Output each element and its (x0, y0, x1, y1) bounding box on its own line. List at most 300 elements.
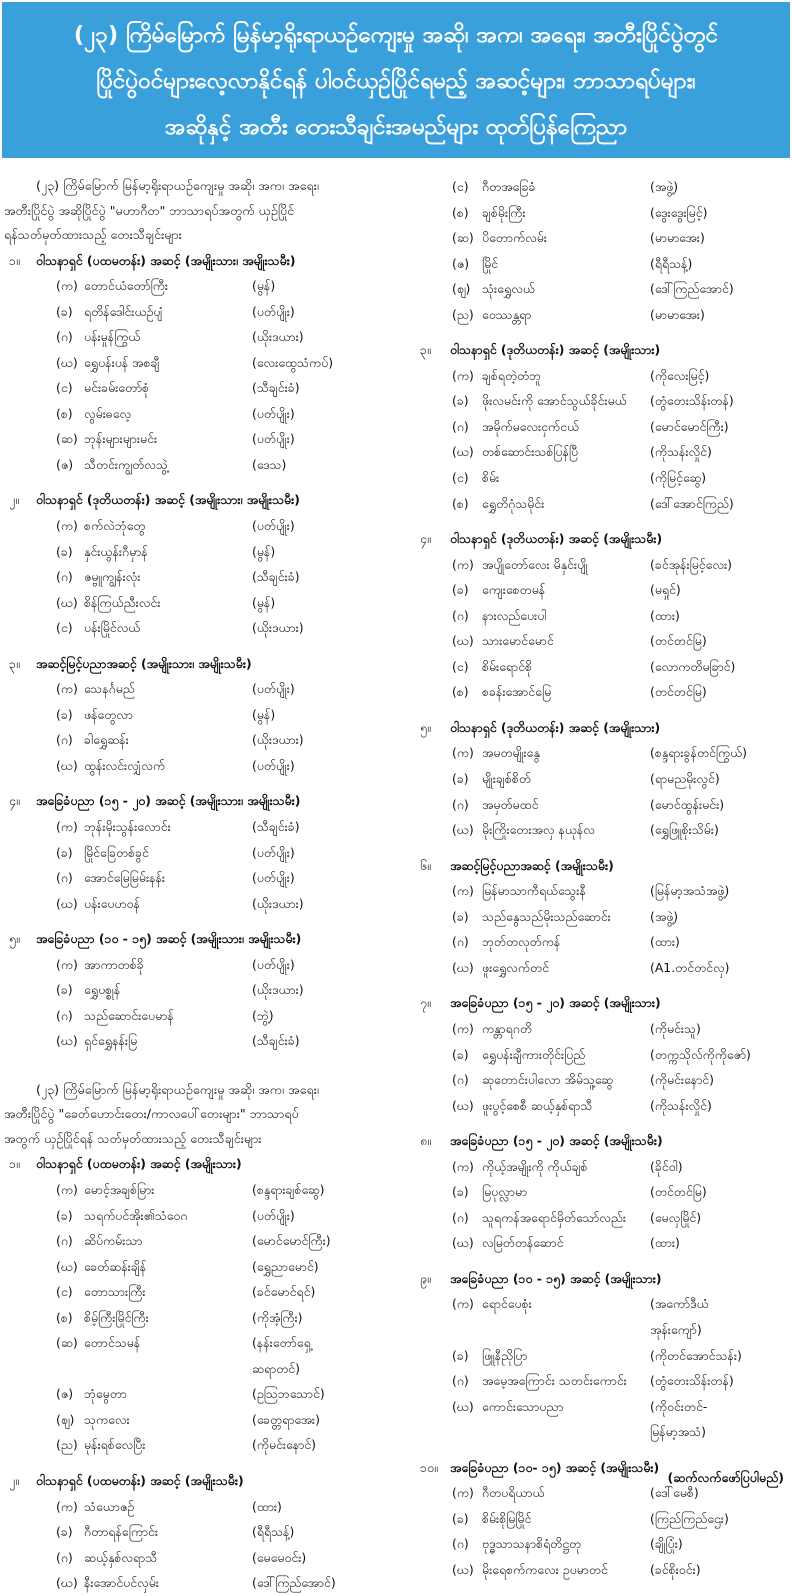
song-title: စိမ်းရောင်စို (482, 658, 532, 674)
song-marker: (ဂ) (56, 329, 73, 345)
song-title: ကောင်းသောပညာ (482, 1398, 564, 1414)
section-title: အခြေခံပညာ (၁၀- ၁၅) အဆင့် (အမျိုးသမီး) (450, 1459, 660, 1475)
song-row (412, 552, 790, 578)
song-marker: (ဂ) (56, 1007, 73, 1023)
song-title: တောင်သမန် (84, 1335, 141, 1351)
section-number: ၅။ (420, 719, 431, 735)
song-title: ကျေးစေတမန် (482, 582, 546, 598)
song-marker: (ခ) (56, 844, 73, 860)
song-row (412, 878, 790, 904)
song-marker: (က) (452, 367, 474, 383)
song-artist: (ဒေါ်အောင်ကြည်) (650, 495, 734, 511)
song-marker: (စ) (56, 1309, 73, 1325)
song-marker: (ဆ) (56, 1335, 78, 1351)
song-row (412, 363, 790, 389)
song-title: ရတိန်ဒေါင်းယဉ်ပျံ (84, 303, 163, 319)
song-row (412, 679, 790, 705)
song-artist: (အဖွဲ့) (650, 908, 679, 924)
section-number: ၄။ (420, 531, 431, 547)
song-marker: (ခ) (452, 908, 469, 924)
intro-line: အတွက် ယှဉ်ပြိုင်ရန် သတ်မှတ်ထားသည့် တေးသီချင်းများ (4, 1130, 262, 1146)
right-column (412, 174, 790, 1582)
song-row (412, 929, 790, 955)
song-artist: (ထား) (650, 1235, 680, 1251)
section-spacer (4, 778, 409, 788)
song-artist: (လေးထွေသံကပ်) (252, 354, 334, 370)
intro-line: (၂၃) ကြိမ်မြောက် မြန်မာ့ရိုးရာယဉ်ကျေးမှု အဆို၊ အက၊ အရေး၊ (36, 1081, 319, 1097)
song-marker: (င) (452, 179, 469, 194)
song-marker: (ဃ) (56, 895, 78, 911)
song-title: ချစ်မိုးကြီး (482, 204, 526, 220)
song-artist: (ထား) (650, 607, 680, 623)
song-row (412, 1506, 790, 1532)
song-row (412, 1230, 790, 1256)
song-artist: (ယိုးဒယား) (252, 895, 304, 911)
song-artist: (ကိုသန်းလှိုင်) (650, 1097, 712, 1113)
song-row (412, 1343, 790, 1369)
song-marker: (ဆ) (452, 230, 474, 246)
song-marker: (ဂ) (452, 934, 469, 950)
song-artist: (မောင်မောင်ကြီး) (650, 418, 729, 434)
song-artist: (ဒေါ်မေစီ) (650, 1485, 699, 1501)
song-title: အမိုက်မလေးငှက်ငယ် (482, 418, 580, 434)
song-marker: (စ) (452, 684, 469, 700)
song-artist: (မွန်) (252, 278, 276, 294)
section-heading (412, 990, 790, 1016)
song-marker: (ဃ) (56, 1033, 78, 1049)
song-row (412, 414, 790, 440)
song-title: ဝေဿန္တရာ (482, 306, 532, 322)
song-artist: (ကိုမင်းသူ) (650, 1020, 701, 1036)
song-row (4, 1381, 409, 1407)
song-marker: (ဂ) (56, 870, 73, 886)
song-marker: (င) (452, 658, 469, 674)
song-artist: (ယိုးဒယား) (252, 982, 304, 998)
section-title: ဝါသနာရှင် (ပထမတန်း) အဆင့် (အမျိုးသမီး) (36, 1472, 244, 1488)
song-title: သုကလေး (84, 1411, 130, 1427)
song-artist: (မောင်ထွန်းမင်း) (650, 796, 725, 812)
song-marker: (ခ) (452, 582, 469, 598)
song-title: ပန်းပေဟဝန် (84, 895, 140, 911)
song-artist: (ပတ်ပျိုး) (252, 757, 295, 773)
song-row (4, 590, 409, 616)
song-row (412, 1291, 790, 1317)
song-title: ချစ်ရတဲ့တံဘူ (482, 367, 542, 383)
song-marker: (ဂ) (56, 1549, 73, 1565)
song-artist: (ပတ်ပျိုး) (252, 405, 295, 421)
song-row (412, 200, 790, 226)
song-marker: (ည) (56, 1437, 78, 1453)
song-row (412, 654, 790, 680)
song-artist: (မေလှမြိုင်) (650, 1209, 702, 1225)
section-title: ဝါသနာရှင် (ပထမတန်း) အဆင့် (အမျိုးသား၊ အမျိုးသမီး) (36, 252, 296, 268)
song-title: နှင်းယွန်းဂီမှာန် (84, 543, 148, 559)
song-marker: (ဂ) (452, 1536, 469, 1552)
song-row (412, 1557, 790, 1583)
song-marker: (က) (452, 556, 474, 572)
song-row (4, 539, 409, 565)
section-heading (4, 487, 409, 513)
song-row (412, 276, 790, 302)
song-marker: (င) (452, 470, 469, 486)
song-artist: (ကြည်ကြည်ဌေး) (650, 1510, 729, 1526)
section-heading (412, 1266, 790, 1292)
song-artist: (ကိုတင်အောင်သန်း) (650, 1347, 742, 1363)
song-marker: (ဂ) (452, 1072, 469, 1088)
song-row (4, 1519, 409, 1545)
section-number: ၈။ (420, 1133, 431, 1149)
song-title: သည်ဆောင်းပေမာန် (84, 1007, 174, 1023)
song-artist: (အဖွဲ့) (650, 179, 679, 194)
song-marker: (ဂ) (452, 796, 469, 812)
song-artist: (သီချင်းခံ) (252, 1033, 300, 1049)
song-marker: (ဃ) (452, 959, 474, 975)
section-title: အခြေခံပညာ (၁၀ - ၁၅) အဆင့် (အမျိုးသား) (450, 1270, 662, 1286)
song-marker: (ဃ) (452, 444, 474, 460)
song-artist: (မရှုင်) (650, 582, 681, 598)
song-row (412, 225, 790, 251)
section-spacer (4, 641, 409, 651)
song-title: ထွန်းလင်းလျှံလက် (84, 757, 165, 773)
song-row (4, 299, 409, 325)
song-artist: (စန္ဒရားခွန်တင်ကြွယ်) (650, 745, 747, 761)
song-marker: (ဂ) (56, 732, 73, 748)
song-marker: (ခ) (452, 393, 469, 409)
song-row (4, 1279, 409, 1305)
song-title: ခေတ်ဆန်းချိန် (84, 1258, 147, 1274)
section-title: ဝါသနာရှင် (ဒုတိယတန်း) အဆင့် (အမျိုးသား၊ အမျိုးသမီး) (36, 492, 300, 508)
song-row (412, 955, 790, 981)
song-marker: (ခ) (452, 1510, 469, 1526)
left-column (4, 174, 409, 1596)
section-number: ၃။ (9, 655, 20, 671)
section-heading (4, 651, 409, 677)
song-title: မြန်မာသာကီရယ်သွေးနီ (482, 883, 586, 899)
song-marker: (က) (452, 883, 474, 899)
song-row (412, 628, 790, 654)
intro-line: ရန်သတ်မှတ်ထားသည့် တေးသီချင်းများ (4, 227, 182, 242)
song-artist: (ကိုမင်းနောင်) (252, 1437, 316, 1453)
song-artist: (ရီရီသန့်) (252, 1524, 295, 1540)
song-title: အမေ့အကြောင်း သတင်းကောင်း (482, 1373, 627, 1389)
song-row (4, 1254, 409, 1280)
song-artist: (ချိုပြုံး) (650, 1536, 683, 1552)
section-number: ၃။ (420, 342, 431, 358)
song-artist: (သီချင်းခံ) (252, 569, 300, 585)
song-row (4, 1228, 409, 1254)
song-row (412, 439, 790, 465)
song-row (412, 1531, 790, 1557)
section-spacer (412, 705, 790, 715)
headline-line: (၂၃) ကြိမ်မြောက် မြန်မာ့ရိုးရာယဉ်ကျေးမှု အဆို၊ အက၊ အရေး၊ အတီးပြိုင်ပွဲတွင် (73, 22, 719, 48)
song-row (4, 1494, 409, 1520)
song-marker: (ခ) (452, 1184, 469, 1200)
song-row (4, 1330, 409, 1356)
section-spacer (4, 477, 409, 487)
section-title: အခြေခံပညာ (၁၀ - ၁၅) အဆင့် (အမျိုးသား၊ အမျိုးသမီး) (36, 931, 302, 947)
song-artist: (ခင်စိုးဝင်း) (650, 1561, 701, 1577)
song-title: ဘုန်းမိုးသွန်းလောင်း (84, 818, 171, 834)
continued-note: (ဆက်လက်ဖော်ပြပါမည်) (667, 1470, 784, 1485)
song-title: သူရကန်အရောင်မှိတ်သော်လည်း (482, 1209, 627, 1225)
song-marker: (ဇ) (56, 456, 74, 472)
song-title: ဖန်တွေလာ (84, 706, 133, 722)
song-artist: (တက္ကသိုလ်ကိုကိုဇော်) (650, 1046, 751, 1062)
song-marker: (ဂ) (56, 569, 73, 585)
song-artist: (တင်တင်မြ) (650, 1184, 707, 1200)
song-marker: (ဆ) (56, 431, 78, 447)
song-title: ဖူးရွှေလက်တင် (482, 959, 549, 975)
song-marker: (က) (56, 278, 78, 294)
section-title: ဝါသနာရှင် (ပထမတန်း) အဆင့် (အမျိုးသား) (36, 1156, 242, 1172)
song-artist: (ပတ်ပျိုး) (252, 844, 295, 860)
song-artist: (မွန်) (252, 543, 276, 559)
song-marker: (ဂ) (452, 1373, 469, 1389)
section-title: ဝါသနာရှင် (ဒုတိယတန်း) အဆင့် (အမျိုးသား) (450, 719, 661, 735)
section-title: အခြေခံပညာ (၁၅ - ၂၀) အဆင့် (အမျိုးသမီး) (450, 1133, 663, 1149)
song-marker: (စ) (452, 495, 469, 511)
song-marker: (က) (452, 1485, 474, 1501)
section-heading (412, 526, 790, 552)
song-title: သည်နွေသည်မိုးသည်ဆောင်း (482, 908, 611, 924)
song-title: ဖူးပွင့်စေစီ ဆယ့်နှစ်ရာသီ (482, 1097, 593, 1113)
song-row (412, 766, 790, 792)
song-row (4, 865, 409, 891)
song-title: တစ်ဆောင်းသစ်ပြန်ပြီ (482, 444, 579, 460)
headline-line: အဆိုနှင့် အတီး တေးသီချင်းအမည်များ ထုတ်ပြန်ကြေညာ (164, 114, 628, 140)
song-row (4, 1432, 409, 1458)
song-title: ရောင်ပေစုံး (482, 1296, 532, 1312)
song-artist: (ခင်အုန်းမြင့်လေး) (650, 556, 732, 572)
song-artist: (မွန်) (252, 594, 276, 610)
song-marker: (င) (56, 380, 73, 396)
song-artist: (မာမာအေး) (650, 306, 705, 322)
song-row (4, 676, 409, 702)
song-title: ဆုတောင်းပါလော အိမ်သူ့ဆွေ (482, 1072, 614, 1088)
song-marker: (ဇ) (452, 255, 470, 271)
song-row (4, 401, 409, 427)
song-artist: (ရွှေညာမောင်) (252, 1258, 319, 1274)
song-artist: (တင်တင်မြ) (650, 633, 707, 649)
song-artist: (ဒေါ်ကြည်အောင်) (650, 281, 734, 297)
intro-spacer (4, 1054, 409, 1078)
song-title: ဖြူနီညိုပြာ (482, 1347, 528, 1363)
song-marker: (က) (452, 1020, 474, 1036)
song-row (412, 1394, 790, 1420)
song-row (4, 452, 409, 478)
song-title: စိန်ကြယ်ညီးလင်း (84, 594, 161, 610)
song-marker: (ည) (452, 306, 474, 322)
song-title: စိမ်းစိုမြမြိုင် (482, 1510, 532, 1526)
song-artist: (ကိုသန်းလှိုင်) (650, 444, 712, 460)
song-title: လွမ်းဓလေ့ (84, 405, 132, 421)
song-title: ပန်းမှုန်ကြွယ် (84, 329, 141, 345)
song-title: မြိုင် (482, 255, 499, 271)
song-title: သံယောဇဉ် (84, 1498, 135, 1514)
song-title: အပျိုတော်လေး မိနှင်းပျို (482, 556, 588, 572)
song-artist: (ယိုးဒယား) (252, 329, 304, 345)
song-row (412, 1016, 790, 1042)
section-title: အခြေခံပညာ (၁၅ - ၂၀) အဆင့် (အမျိုးသား၊ အမျိုးသမီး) (36, 793, 301, 809)
song-row (4, 1407, 409, 1433)
song-title: မင်းခမ်းတော်စုံ (84, 380, 150, 396)
song-artist: (တွံတေးသိန်းတန်) (650, 393, 734, 409)
song-artist: (ခင်မောင်ရင်) (252, 1284, 316, 1300)
song-title: သရက်ပင်အိုး၏သံဝေဂ (84, 1207, 188, 1223)
song-artist: (ဘွဲ့) (252, 1007, 274, 1023)
song-artist: (ဥဩဘသောင်) (252, 1386, 325, 1402)
section-number: ၇။ (420, 995, 431, 1011)
song-artist: (ပတ်ပျိုး) (252, 956, 295, 972)
song-row (412, 302, 790, 328)
song-title: မုန်းရစ်လေပြီး (84, 1437, 146, 1453)
song-artist: (ဒွေးဒွေးမြင့်) (650, 204, 708, 220)
song-marker: (ဃ) (56, 757, 78, 773)
section-title: အခြေခံပညာ (၁၅ - ၂၀) အဆင့် (အမျိုးသား) (450, 995, 661, 1011)
song-artist: (ပတ်ပျိုး) (252, 870, 295, 886)
song-title: ကန္တာရဂတိ (482, 1020, 532, 1036)
song-marker: (ဈ) (452, 281, 471, 297)
song-row (4, 814, 409, 840)
song-row (412, 1067, 790, 1093)
song-artist: (ထား) (252, 1498, 282, 1514)
song-marker: (က) (56, 517, 78, 533)
song-marker: (ဂ) (452, 418, 469, 434)
song-marker: (က) (452, 1158, 474, 1174)
song-marker: (စ) (56, 405, 73, 421)
section-spacer (412, 1256, 790, 1266)
section-spacer (412, 980, 790, 990)
section-title: အဆင့်မြင့်ပညာအဆင့် (အမျိုးသား၊ အမျိုးသမီး) (36, 655, 252, 671)
song-marker: (ဃ) (452, 1398, 474, 1414)
song-marker: (ခ) (452, 1347, 469, 1363)
song-title: ရွှေပန်းပန် အစချီ (84, 354, 160, 370)
song-row (4, 426, 409, 452)
song-marker: (င) (56, 620, 73, 636)
song-row (4, 1177, 409, 1203)
song-title: သီတင်းကျွတ်လသွဲ့ (84, 456, 168, 472)
song-title: စခန်းအောင်မြေ (482, 684, 552, 700)
song-title: နားလည်ပေးပါ (482, 607, 547, 623)
song-marker: (ဃ) (452, 1235, 474, 1251)
song-artist: (နန်းတော်ရှေ့ (252, 1335, 311, 1351)
song-artist: (ပတ်ပျိုး) (252, 431, 295, 447)
song-row (412, 904, 790, 930)
song-marker: (ခ) (56, 706, 73, 722)
song-artist: (ဒေါ်ကြည်အောင်) (252, 1575, 336, 1591)
song-artist: (ခေတ္တရာအေး) (252, 1411, 320, 1427)
song-artist: (မေမေဝင်း) (252, 1549, 307, 1565)
song-artist: (ကိုမင်းနောင်) (650, 1072, 714, 1088)
section-title: အဆင့်မြင့်ပညာအဆင့် (အမျိုးသမီး) (450, 857, 614, 873)
song-title: ဂီတာရန်ကြောင်း (84, 1524, 159, 1540)
song-row (4, 1305, 409, 1331)
section-spacer (412, 1118, 790, 1128)
song-row (4, 840, 409, 866)
song-artist: (စန္ဒရားချစ်ဆွေ) (252, 1181, 325, 1197)
song-marker: (ဂ) (56, 1233, 73, 1249)
song-title: သုံးရွှေလယ် (482, 281, 535, 297)
song-marker: (ဃ) (56, 1575, 78, 1591)
song-title: စိမ့်ကြီးမြိုင်ကြီး (84, 1309, 149, 1325)
song-row-continued (412, 1419, 790, 1445)
headline-line: ပြိုင်ပွဲဝင်များလေ့လာနိုင်ရန် ပါဝင်ယှဉ်ပြိုင်ရမည့် အဆင့်များ၊ ဘာသာရပ်များ၊ (96, 68, 696, 94)
song-row (4, 564, 409, 590)
song-marker: (ခ) (56, 303, 73, 319)
song-marker: (စ) (452, 204, 469, 220)
song-row (4, 891, 409, 917)
song-title: အမှတ်မထင် (482, 796, 539, 812)
song-row (4, 273, 409, 299)
song-title: ဗုဒ္ဓသာသနာစိရံတိဋ္ဌတု (482, 1536, 582, 1552)
song-artist: (တင်တင်မြ) (650, 684, 707, 700)
song-row (412, 1093, 790, 1119)
song-marker: (ဂ) (452, 607, 469, 623)
section-title: ဝါသနာရှင် (ဒုတိယတန်း) အဆင့် (အမျိုးသမီး) (450, 531, 663, 547)
song-row (4, 1545, 409, 1571)
song-marker: (ဃ) (56, 594, 78, 610)
song-marker: (က) (56, 681, 78, 697)
section-number: ၁။ (9, 1156, 20, 1172)
song-artist: (လောကတိမခြာင်) (650, 658, 736, 674)
song-row-continued (4, 1356, 409, 1382)
song-title: ဘုံမွေတာ (84, 1386, 127, 1402)
song-row (412, 251, 790, 277)
section-heading (4, 1468, 409, 1494)
section-number: ၄။ (9, 793, 20, 809)
song-artist: (သီချင်းခံ) (252, 380, 300, 396)
section-heading (412, 337, 790, 363)
song-marker: (ခ) (452, 771, 469, 787)
song-title: ဘုန်းများများမင်း (84, 431, 158, 447)
song-marker: (က) (56, 818, 78, 834)
song-row (4, 753, 409, 779)
song-artist: (ရွှေဖြူစိုးသိမ်း) (650, 822, 719, 838)
song-title: ခါရွှေဆန်း (84, 732, 129, 748)
song-title: မောင့်အချစ်မြား (84, 1181, 155, 1197)
intro-line: (၂၃) ကြိမ်မြောက် မြန်မာ့ရိုးရာယဉ်ကျေးမှု အဆို၊ အက၊ အရေး၊ (36, 178, 319, 193)
song-title: ဆိပ်ကမ်းသာ (84, 1233, 143, 1249)
song-title: မြပုလ္လာမာ (482, 1184, 528, 1200)
song-title: ရွှေတိဂုံသမိုင်း (482, 495, 545, 511)
song-marker: (က) (452, 1296, 474, 1312)
section-spacer (412, 1445, 790, 1455)
song-row (4, 1003, 409, 1029)
song-title: စိမ်း (482, 470, 500, 486)
song-row (4, 1570, 409, 1596)
song-artist-line2: အုန်းကျော်) (650, 1321, 702, 1337)
section-heading (4, 1151, 409, 1177)
song-title: ဂီတပရိယာယ် (482, 1485, 545, 1501)
song-marker: (ဃ) (452, 1561, 474, 1577)
song-artist: (ကိုဝင်းတင်- (650, 1398, 708, 1414)
song-artist: (ကိုမြင့်ဆွေ) (650, 470, 707, 486)
section-heading (4, 788, 409, 814)
song-title: အောင်မြေမြမ်းနန်း (84, 870, 166, 886)
song-artist: (ပတ်ပျိုး) (252, 517, 295, 533)
song-row (4, 615, 409, 641)
song-marker: (က) (452, 745, 474, 761)
section-number: ၆။ (420, 857, 431, 873)
song-marker: (က) (56, 956, 78, 972)
section-spacer (412, 327, 790, 337)
song-marker: (က) (56, 1498, 78, 1514)
song-title: မိုးရေစက်ကလေး ဥပမာတင် (482, 1561, 608, 1577)
song-row (412, 740, 790, 766)
song-artist: (ထား) (650, 934, 680, 950)
song-artist: (ရီရီသန့်) (650, 255, 693, 271)
song-row (412, 792, 790, 818)
